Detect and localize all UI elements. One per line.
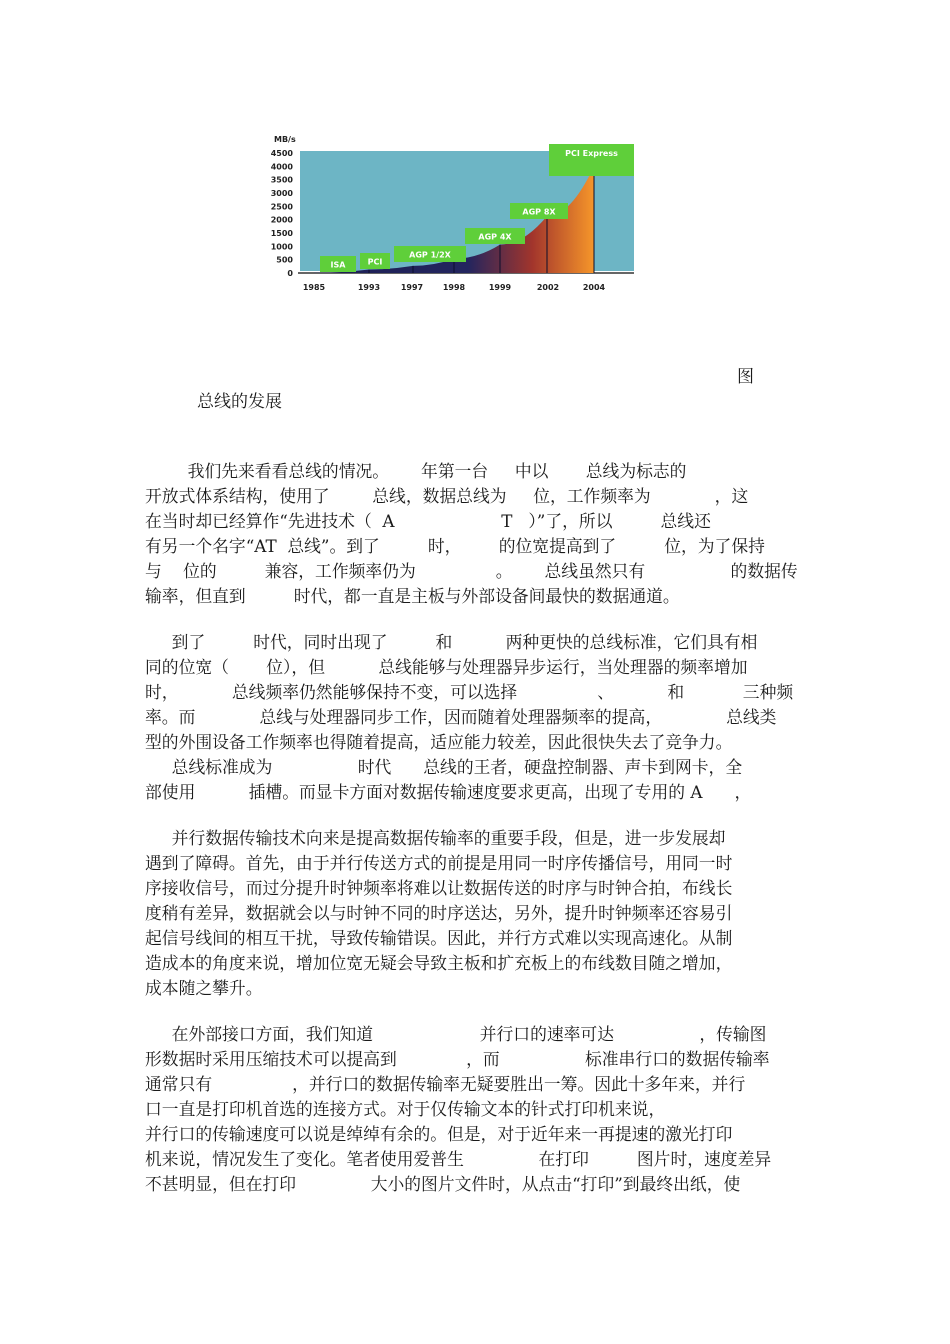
text-line: 机来说，情况发生了变化。笔者使用爱普生 在打印 图片时，速度差异 bbox=[145, 1149, 772, 1169]
bus-label: AGP 1/2X bbox=[409, 250, 451, 260]
figure-caption-label: 图 bbox=[737, 367, 754, 387]
text-line: 序接收信号，而过分提升时钟频率将难以让数据传送的时序与时钟合拍，布线长 bbox=[145, 878, 733, 898]
x-year-label: 1998 bbox=[442, 283, 466, 292]
text-line: 不甚明显，但在打印 大小的图片文件时，从点击“打印”到最终出纸，使 bbox=[145, 1174, 741, 1194]
paragraph-1 bbox=[145, 459, 807, 609]
x-year-label: 2004 bbox=[582, 283, 606, 292]
text-line: 口一直是打印机首选的连接方式。对于仅传输文本的针式打印机来说， bbox=[145, 1099, 666, 1119]
figure-caption-title: 总线的发展 bbox=[197, 392, 282, 412]
y-tick-label: 4000 bbox=[270, 162, 293, 172]
text-line: 同的位宽（ 位），但 总线能够与处理器异步运行，当处理器的频率增加 bbox=[145, 657, 748, 677]
paragraph-3 bbox=[145, 826, 807, 1001]
y-tick-label: 1500 bbox=[270, 229, 293, 238]
y-tick-label: 1000 bbox=[270, 242, 293, 252]
bus-label: AGP 4X bbox=[478, 232, 512, 242]
bus-evolution-chart bbox=[262, 132, 640, 302]
text-line: 造成本的角度来说，增加位宽无疑会导致主板和扩充板上的布线数目随之增加， bbox=[145, 953, 733, 973]
text-line: 并行口的传输速度可以说是绰绰有余的。但是，对于近年来一再提速的激光打印 bbox=[145, 1124, 733, 1144]
y-tick-label: 4500 bbox=[270, 149, 293, 158]
text-line: 起信号线间的相互干扰，导致传输错误。因此，并行方式难以实现高速化。从制 bbox=[145, 928, 733, 948]
y-tick-label: 2000 bbox=[270, 215, 293, 225]
text-line: 有另一个名字“AT 总线”。到了 时， 的位宽提高到了 位，为了保持 bbox=[145, 536, 765, 556]
text-line: 型的外围设备工作频率也得随着提高，适应能力较差，因此很快失去了竞争力。 bbox=[145, 732, 733, 752]
bus-label: PCI Express bbox=[565, 149, 618, 158]
text-line: 部使用 插槽。而显卡方面对数据传输速度要求更高，出现了专用的 A ， bbox=[145, 782, 752, 802]
text-line: 我们先来看看总线的情况。 年第一台 中以 总线为标志的 bbox=[145, 461, 687, 481]
bus-evolution-figure bbox=[262, 132, 640, 302]
x-year-label: 2002 bbox=[536, 283, 560, 292]
text-line: 率。而 总线与处理器同步工作，因而随着处理器频率的提高， 总线类 bbox=[145, 707, 777, 727]
x-year-label: 1997 bbox=[400, 283, 424, 292]
x-year-label: 1993 bbox=[357, 283, 381, 292]
text-line: 与 位的 兼容，工作频率仍为 。 总线虽然只有 的数据传 bbox=[145, 561, 798, 581]
text-line: 在外部接口方面，我们知道 并行口的速率可达 ，传输图 bbox=[145, 1024, 767, 1044]
x-year-label: 1985 bbox=[302, 283, 326, 292]
text-line: 通常只有 ，并行口的数据传输率无疑要胜出一筹。因此十多年来，并行 bbox=[145, 1074, 746, 1094]
x-year-label: 1999 bbox=[488, 283, 512, 292]
text-line: 在当时却已经算作“先进技术（ A T ）”了，所以 总线还 bbox=[145, 511, 711, 531]
text-line: 到了 时代，同时出现了 和 两种更快的总线标准，它们具有相 bbox=[145, 632, 758, 652]
bus-label: PCI bbox=[367, 257, 383, 267]
y-tick-label: 3500 bbox=[270, 175, 293, 185]
text-line: 成本随之攀升。 bbox=[145, 978, 263, 998]
paragraph-4 bbox=[145, 1022, 807, 1197]
bus-label: ISA bbox=[330, 260, 346, 270]
bus-label: AGP 8X bbox=[522, 207, 556, 217]
y-tick-label: 3000 bbox=[270, 189, 293, 198]
text-line: 总线标准成为 时代 总线的王者，硬盘控制器、声卡到网卡，全 bbox=[145, 757, 743, 777]
text-line: 开放式体系结构，使用了 总线，数据总线为 位，工作频率为 ，这 bbox=[145, 486, 749, 506]
text-line: 遇到了障碍。首先，由于并行传送方式的前提是用同一时序传播信号，用同一时 bbox=[145, 853, 733, 873]
text-line: 并行数据传输技术向来是提高数据传输率的重要手段，但是，进一步发展却 bbox=[145, 828, 726, 848]
y-unit-label: MB/s bbox=[274, 135, 296, 144]
text-line: 时， 总线频率仍然能够保持不变，可以选择 、 和 三种频 bbox=[145, 682, 794, 702]
y-tick-label: 0 bbox=[287, 269, 293, 278]
y-tick-label: 500 bbox=[276, 255, 293, 265]
paragraph-2 bbox=[145, 630, 807, 805]
text-line: 度稍有差异，数据就会以与时钟不同的时序送达，另外，提升时钟频率还容易引 bbox=[145, 903, 733, 923]
text-line: 形数据时采用压缩技术可以提高到 ，而 标准串行口的数据传输率 bbox=[145, 1049, 770, 1069]
y-tick-label: 2500 bbox=[270, 202, 293, 212]
text-line: 输率，但直到 时代，都一直是主板与外部设备间最快的数据通道。 bbox=[145, 586, 680, 606]
